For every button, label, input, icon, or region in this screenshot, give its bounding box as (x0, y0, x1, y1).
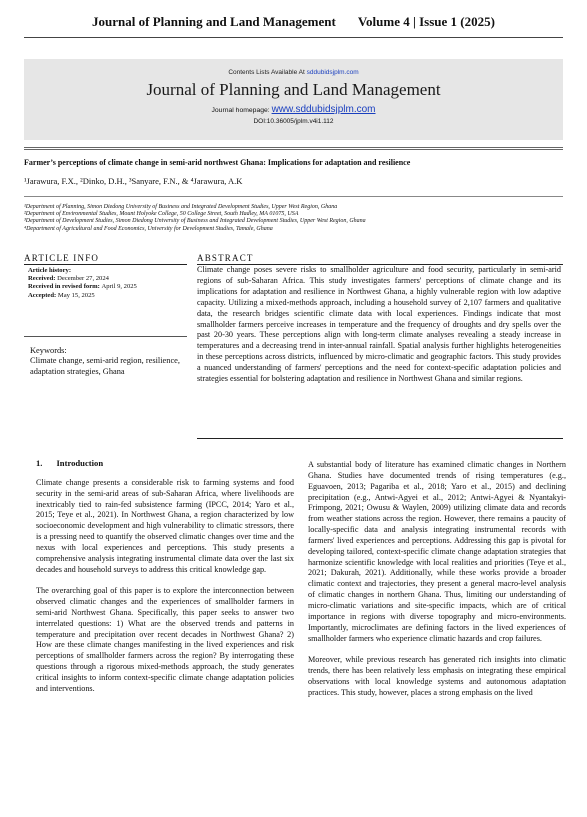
affiliations (24, 204, 564, 233)
keywords-block (30, 346, 188, 377)
section-title: Introduction (56, 458, 104, 468)
body-paragraph: A substantial body of literature has examined climatic changes in Northern Ghana. Studies have documented trends of rising temperatures (e.g., Eguavoen, 2013; Pagariba et al., 2018; Yaro et al., 2015) and declining precipitation (e.g., Antwi-Agyei et al., 2012; Antwi-Agyei & Nyantakyi-Frimpong, 2021; Owusu & Waylen, 2009) utilizing climate data and records from weather stations across the region. However, there remains a paucity of locally-specific data and analysis integrating instrumental records with farmers' lived experiences and perceptions. Addressing this gap is pivotal for developing tailored, context-specific climate change adaptation strategies that harmonize scientific knowledge with local realities and priorities (Teye et al., 2021; Dakurah, 2021). Additionally, while these works provide a broader climatic context and trajectories, they present a general macro-level analysis of climatic changes in northern Ghana. Thus, limiting our understanding of micro-climatic variations and site-specific impacts, which are of critical importance in regions with diverse topography and micro-environments. Importantly, microclimates are defining factors in the lived experiences of smallholder farmers who experience climatic hazards and crop failures. (308, 460, 566, 643)
section-heading (36, 458, 294, 469)
abstract-rule (197, 438, 563, 439)
article-history (28, 267, 188, 300)
keywords-label: Keywords: (30, 346, 67, 355)
homepage-link[interactable]: www.sddubidsjplm.com (271, 104, 376, 115)
author-rule (24, 196, 563, 197)
section-number: 1. (36, 458, 43, 468)
issue-info: Volume 4 | Issue 1 (2025) (357, 14, 495, 29)
abstract-text: Climate change poses severe risks to smallholder agriculture and food security, particularly in semi-arid regions of sub-Saharan Africa. This study investigates farmers' perceptions of climate change and its implications for adaptation and resilience in Northwest Ghana, a highly vulnerable region with low adaptive capacity. Utilizing a mixed-methods approach, including a household survey of 2,107 farmers and qualitative data, the research bridges scientific climate data with local experiences. Findings indicate that most smallholder farmers perceive increases in temperature and the frequency of droughts and dry spells over the past 20-30 years. These perceptions align with long-term climate analyses revealing a steady increase in temperatures and a decreasing trend in inter-annual rainfall. Spatial analysis further highlights heterogeneities in these perceptions across districts, influenced by micro-climatic and geographic factors. This study provides a nuanced understanding of farmers' perceptions and the need for context-specific adaptation policies and strategies essential for bolstering adaptation and resilience in Northwest Ghana and similar regions. (197, 265, 561, 384)
running-head (0, 14, 587, 30)
author-list: ¹Jarawura, F.X., ²Dinko, D.H., ³Sanyare, F.N., & ⁴Jarawura, A.K (24, 176, 243, 186)
journal-masthead (24, 59, 563, 140)
keywords-list: Climate change, semi-arid region, resilience, adaptation strategies, Ghana (30, 356, 180, 376)
masthead-rule (24, 147, 563, 148)
availability-label: Contents Lists Available At (228, 69, 307, 76)
history-label: Article history: (28, 267, 72, 274)
contents-availability (24, 69, 563, 76)
masthead-rule-second (24, 149, 563, 150)
body-paragraph: Moreover, while previous research has generated rich insights into climatic trends, there has been relatively less emphasis on integrating these empirical observations with local knowledge systems and autonomous adaptation practices. This study, however, places a strong emphasis on the lived (308, 655, 566, 697)
article-info-heading: ARTICLE INFO (24, 253, 187, 265)
affiliation-4: ⁴Department of Agricultural and Food Economics, University for Development Studies, Tamale, Ghana (24, 225, 273, 232)
body-column-right (308, 460, 566, 709)
revised-date: Received in revised form: April 9, 2025 (28, 283, 137, 291)
received-date: Received: December 27, 2024 (28, 275, 109, 283)
homepage-label: Journal homepage: (211, 107, 272, 114)
journal-homepage (24, 104, 563, 115)
article-info-rule (24, 336, 187, 337)
body-paragraph: The overarching goal of this paper is to explore the interconnection between observed climatic changes and the experiences of smallholder farmers in semi-arid Northwest Ghana. Specifically, this paper seeks to answer two interrelated questions: 1) What are the observed trends and patterns in temperature and precipitation over recent decades in Northwest Ghana? 2) How are these climate changes manifesting in the lived experiences and risk perceptions of smallholder farmers across the region? By interrogating these questions through a rigorous mixed-methods approach, the study generates critical insights to inform context-specific climate change adaptation policies and interventions. (36, 586, 294, 693)
header-rule (24, 37, 563, 38)
accepted-date: Accepted: May 15, 2025 (28, 291, 95, 299)
availability-link[interactable]: sddubidsjplm.com (306, 69, 359, 76)
masthead-title: Journal of Planning and Land Management (146, 80, 441, 99)
affiliation-1: ¹Department of Planning, Simon Diedong University of Business and Integrated Development Studies, Upper West Region, Ghana (24, 204, 338, 210)
journal-name: Journal of Planning and Land Management (92, 14, 336, 29)
affiliation-2: ²Department of Environmental Studies, Mount Holyoke College, 50 College Street, South Hadley, MA 01075, USA (24, 211, 299, 218)
doi: DOI:10.36005/jplm.v4i1.112 (253, 118, 334, 125)
body-paragraph: Climate change presents a considerable risk to farming systems and food security in the semi-arid areas of sub-Saharan Africa, where livelihoods are inextricably tied to rain-fed subsistence farming (IPCC, 2014; Yaro et al., 2015; Teye et al., 2021). In Northwest Ghana, a region characterized by low socioeconomic development and high vulnerability to climatic stressors, there is a pressing need to quantify the observed climatic changes over time and the nexus with local experiences and perceptions. This study presents a comprehensive analysis integrating instrumental climate data over the last six decades and household surveys to address this critical knowledge gap. (36, 477, 294, 574)
affiliation-3: ³Department of Development Studies, Simon Diedong University of Business and Integrated Development Studies, Upper West Region, Ghana (24, 218, 366, 225)
body-column-left (36, 458, 294, 705)
abstract-heading: ABSTRACT (197, 253, 563, 265)
paper-title: Farmer’s perceptions of climate change in semi-arid northwest Ghana: Implications for adaptation and resilience (24, 158, 411, 167)
